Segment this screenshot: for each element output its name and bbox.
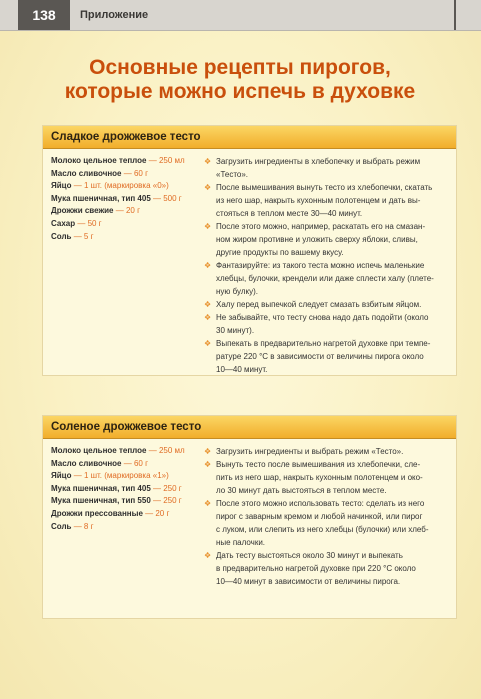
ingredient-name: Яйцо bbox=[51, 471, 72, 481]
ingredient-name: Молоко цельное теплое bbox=[51, 446, 147, 455]
diamond-bullet-icon: ❖ bbox=[204, 447, 212, 456]
step-item bbox=[204, 220, 448, 259]
step-list bbox=[204, 445, 448, 588]
ingredient-name: Соль bbox=[51, 231, 72, 241]
ingredient-dash: — bbox=[121, 168, 134, 178]
ingredient-amount: 250 мл bbox=[158, 446, 185, 455]
step-item bbox=[204, 181, 448, 220]
ingredient-name: Мука пшеничная, тип 405 bbox=[51, 193, 151, 203]
ingredient-dash: — bbox=[71, 521, 84, 531]
ingredient-dash: — bbox=[150, 193, 164, 203]
step-text-line: пить из него шар, накрыть кухонным полотенцем и око- bbox=[216, 473, 423, 482]
diamond-bullet-icon: ❖ bbox=[204, 499, 212, 508]
step-item bbox=[204, 458, 448, 497]
page-title-line-1: Основные рецепты пирогов, bbox=[89, 56, 391, 79]
step-text-line: Не забывайте, что тесту снова надо дать подойти (около bbox=[216, 313, 429, 322]
ingredient-amount: 1 шт. (маркировка «0») bbox=[83, 181, 169, 191]
ingredient-name: Яйцо bbox=[51, 181, 72, 191]
step-text-line: «Тесто». bbox=[216, 170, 249, 179]
step-text-line: ном жиром противне и уложить сверху яблоки, сливы, bbox=[216, 235, 418, 244]
step-text-line: Халу перед выпечкой следует смазать взбитым яйцом. bbox=[216, 300, 422, 309]
ingredient-amount: 250 г bbox=[163, 483, 182, 493]
step-text-line: 10—40 минут. bbox=[216, 365, 268, 374]
ingredient-amount: 60 г bbox=[133, 458, 149, 468]
ingredient-name: Сахар bbox=[51, 218, 76, 228]
step-item bbox=[204, 445, 448, 458]
ingredient-name: Дрожжи прессованные bbox=[51, 508, 143, 518]
diamond-bullet-icon: ❖ bbox=[204, 222, 212, 231]
ingredient-amount: 5 г bbox=[83, 231, 94, 241]
diamond-bullet-icon: ❖ bbox=[204, 339, 212, 348]
page-number: 138 bbox=[18, 0, 70, 30]
ingredient-dash: — bbox=[121, 458, 134, 468]
ingredient-amount: 500 г bbox=[163, 193, 182, 203]
step-text-line: 10—40 минут в зависимости от величины пирога. bbox=[216, 577, 401, 586]
diamond-bullet-icon: ❖ bbox=[204, 183, 212, 192]
step-item bbox=[204, 155, 448, 181]
step-text-line: другие продукты по вашему вкусу. bbox=[216, 248, 344, 257]
step-text-line: стояться в теплом месте 30—40 минут. bbox=[216, 209, 363, 218]
ingredient-amount: 20 г bbox=[155, 508, 170, 518]
ingredient-dash: — bbox=[71, 471, 84, 481]
ingredient-dash: — bbox=[71, 231, 84, 241]
step-item bbox=[204, 549, 448, 588]
step-text-line: ло 30 минут дать выстояться в теплом месте. bbox=[216, 486, 387, 495]
step-text-line: в предварительно нагретой духовке при 220 °С около bbox=[216, 564, 416, 573]
step-text-line: Загрузить ингредиенты и выбрать режим «Тесто». bbox=[216, 447, 404, 456]
ingredient-amount: 250 мл bbox=[158, 156, 185, 165]
step-text-line: Дать тесту выстояться около 30 минут и выпекать bbox=[216, 551, 403, 560]
section-name: Приложение bbox=[80, 9, 149, 21]
diamond-bullet-icon: ❖ bbox=[204, 551, 212, 560]
step-item bbox=[204, 311, 448, 337]
step-text-line: пирог с заварным кремом и любой начинкой, или пирог bbox=[216, 512, 423, 521]
ingredient-dash: — bbox=[71, 181, 84, 191]
step-text-line: Фантазируйте: из такого теста можно испечь маленькие bbox=[216, 261, 425, 270]
ingredient-dash: — bbox=[150, 496, 164, 506]
page-header bbox=[0, 0, 481, 31]
step-text-line: из него шар, накрыть кухонным полотенцем и дать вы- bbox=[216, 196, 421, 205]
ingredient-amount: 20 г bbox=[125, 206, 140, 216]
ingredient-dash: — bbox=[113, 206, 126, 216]
recipe-card-savory-dough bbox=[42, 415, 457, 619]
ingredient-name: Мука пшеничная, тип 550 bbox=[51, 496, 151, 506]
step-text-line: Вынуть тесто после вымешивания из хлебопечки, сле- bbox=[216, 460, 421, 469]
diamond-bullet-icon: ❖ bbox=[204, 157, 212, 166]
step-item bbox=[204, 259, 448, 298]
step-item bbox=[204, 337, 448, 376]
step-text-line: 30 минут). bbox=[216, 326, 255, 335]
step-text-line: ратуре 220 °С в зависимости от величины пирога около bbox=[216, 352, 424, 361]
diamond-bullet-icon: ❖ bbox=[204, 460, 212, 469]
step-item bbox=[204, 497, 448, 549]
header-divider bbox=[454, 0, 456, 30]
recipe-card-title: Сладкое дрожжевое тесто bbox=[43, 126, 456, 149]
ingredient-name: Масло сливочное bbox=[51, 458, 122, 468]
step-text-line: После этого можно использовать тесто: сделать из него bbox=[216, 499, 425, 508]
ingredient-amount: 60 г bbox=[133, 168, 149, 178]
page-title-line-2: которые можно испечь в духовке bbox=[64, 80, 416, 103]
ingredient-dash: — bbox=[142, 508, 156, 518]
recipe-card-title: Соленое дрожжевое тесто bbox=[43, 416, 456, 439]
step-list bbox=[204, 155, 448, 376]
step-text-line: ную булку). bbox=[216, 287, 259, 296]
diamond-bullet-icon: ❖ bbox=[204, 313, 212, 322]
step-text-line: После вымешивания вынуть тесто из хлебопечки, скатать bbox=[216, 183, 433, 192]
ingredient-dash: — bbox=[75, 218, 88, 228]
page-title bbox=[20, 56, 460, 104]
ingredient-dash: — bbox=[150, 483, 164, 493]
ingredient-amount: 1 шт. (маркировка «1») bbox=[83, 471, 169, 481]
diamond-bullet-icon: ❖ bbox=[204, 300, 212, 309]
ingredient-amount: 50 г bbox=[87, 218, 102, 228]
step-text-line: с луком, или слепить из него хлебцы (булочки) или хлеб- bbox=[216, 525, 429, 534]
ingredient-dash: — bbox=[146, 446, 159, 455]
recipe-card-sweet-dough bbox=[42, 125, 457, 376]
ingredient-name: Мука пшеничная, тип 405 bbox=[51, 483, 151, 493]
step-text-line: Выпекать в предварительно нагретой духовке при темпе- bbox=[216, 339, 431, 348]
step-text-line: ные палочки. bbox=[216, 538, 266, 547]
ingredient-name: Молоко цельное теплое bbox=[51, 156, 147, 165]
ingredient-name: Дрожжи свежие bbox=[51, 206, 114, 216]
step-text-line: После этого можно, например, раскатать его на смазан- bbox=[216, 222, 426, 231]
step-item bbox=[204, 298, 448, 311]
ingredient-name: Масло сливочное bbox=[51, 168, 122, 178]
ingredient-dash: — bbox=[146, 156, 159, 165]
step-text-line: хлебцы, булочки, крендели или даже сплести халу (плете- bbox=[216, 274, 434, 283]
ingredient-amount: 250 г bbox=[163, 496, 182, 506]
ingredient-name: Соль bbox=[51, 521, 72, 531]
diamond-bullet-icon: ❖ bbox=[204, 261, 212, 270]
step-text-line: Загрузить ингредиенты в хлебопечку и выбрать режим bbox=[216, 157, 421, 166]
ingredient-amount: 8 г bbox=[83, 521, 94, 531]
